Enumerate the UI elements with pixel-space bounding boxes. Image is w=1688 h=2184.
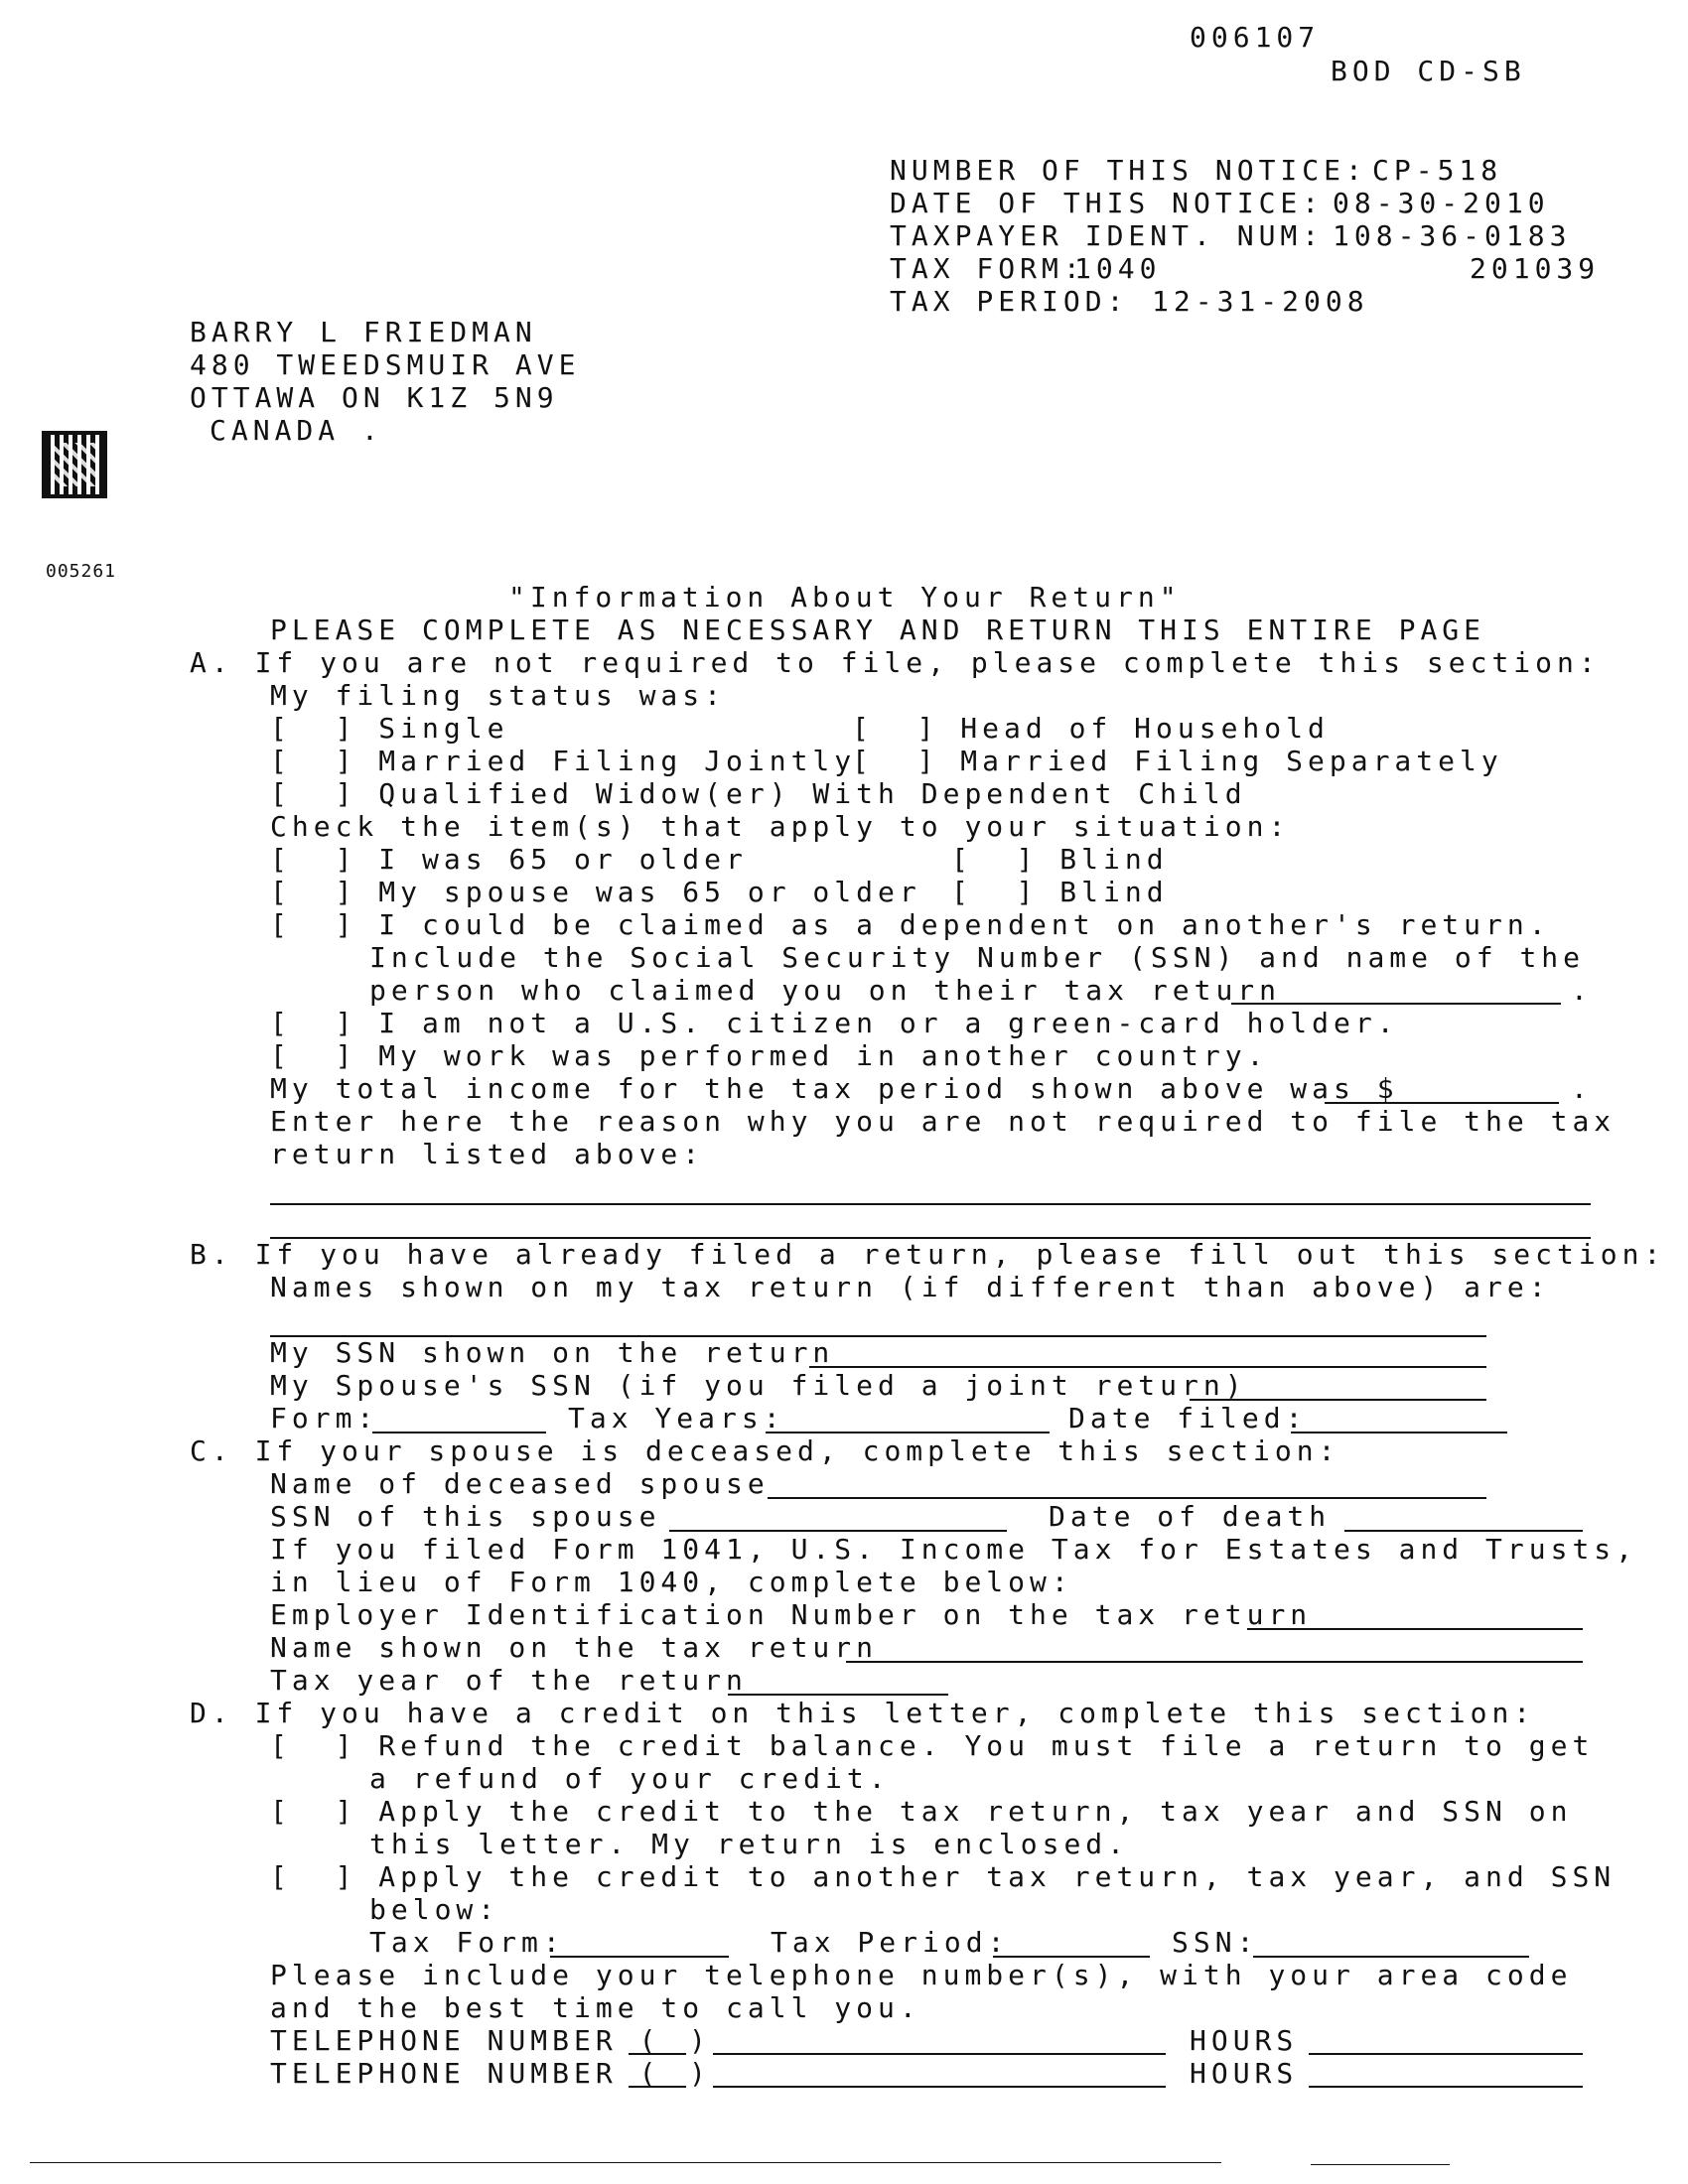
phone-field-2[interactable]	[713, 2086, 1166, 2088]
d-tax-form-field[interactable]	[550, 1956, 729, 1958]
recipient-country: CANADA .	[210, 414, 383, 447]
income-field[interactable]	[1325, 1102, 1559, 1104]
datamatrix-barcode	[46, 435, 103, 494]
hours-field-1[interactable]	[1309, 2053, 1583, 2055]
area-code-field-1[interactable]	[629, 2053, 686, 2055]
reason-label-1: Enter here the reason why you are not required to file the tax	[270, 1105, 1617, 1138]
d-tax-period-label: Tax Period:	[771, 1926, 1010, 1959]
apply-credit-note: this letter. My return is enclosed.	[369, 1828, 1130, 1860]
my-ssn-label: My SSN shown on the return	[270, 1336, 835, 1369]
form-title: "Information About Your Return"	[508, 581, 1182, 614]
section-c-heading: C. If your spouse is deceased, complete this section:	[190, 1434, 1340, 1467]
checkbox-qualified-widow[interactable]: [ ] Qualified Widow(er) With Dependent Child	[270, 777, 1247, 810]
tax-year-field[interactable]	[728, 1694, 948, 1696]
telephone-label-1: TELEPHONE NUMBER (	[270, 2024, 661, 2057]
dependent-field-period: .	[1571, 974, 1593, 1007]
dependent-note-2: person who claimed you on their tax return	[369, 974, 1282, 1007]
names-on-return-label: Names shown on my tax return (if different than above) are:	[270, 1271, 1551, 1303]
form-field[interactable]	[372, 1432, 546, 1433]
tax-form: 1040	[1074, 252, 1162, 285]
bottom-rule-right	[1311, 2164, 1450, 2165]
name-shown-label: Name shown on the tax return	[270, 1631, 879, 1664]
tax-period-label: TAX PERIOD:	[890, 285, 1129, 318]
reason-label-2: return listed above:	[270, 1138, 705, 1170]
checkbox-single[interactable]: [ ] Single	[270, 712, 509, 745]
area-code-field-2[interactable]	[629, 2086, 686, 2088]
checkbox-blind-spouse[interactable]: [ ] Blind	[951, 876, 1169, 908]
checkbox-married-jointly[interactable]: [ ] Married Filing Jointly	[270, 745, 857, 777]
bottom-rule-left	[30, 2162, 1221, 2163]
phone-field-1[interactable]	[713, 2053, 1166, 2055]
deceased-name-field[interactable]	[768, 1497, 1486, 1499]
tax-period: 12-31-2008	[1152, 285, 1369, 318]
d-ssn-field[interactable]	[1253, 1956, 1529, 1958]
income-field-period: .	[1571, 1072, 1593, 1105]
notice-date-label: DATE OF THIS NOTICE:	[890, 187, 1325, 219]
filing-status-label: My filing status was:	[270, 679, 727, 712]
my-ssn-field[interactable]	[809, 1366, 1486, 1368]
checkbox-work-abroad[interactable]: [ ] My work was performed in another country.	[270, 1039, 1269, 1072]
phone-note-1: Please include your telephone number(s), with your area code	[270, 1959, 1573, 1991]
checkbox-blind-self[interactable]: [ ] Blind	[951, 843, 1169, 876]
notice-number: CP-518	[1372, 154, 1503, 187]
checkbox-head-of-household[interactable]: [ ] Head of Household	[852, 712, 1330, 745]
tax-form-code: 201039	[1470, 252, 1601, 285]
checkbox-dependent[interactable]: [ ] I could be claimed as a dependent on another's return.	[270, 908, 1551, 941]
section-b-heading: B. If you have already filed a return, please fill out this section:	[190, 1238, 1666, 1271]
d-tax-form-label: Tax Form:	[369, 1926, 565, 1959]
spouse-ssn-field[interactable]	[1190, 1399, 1486, 1401]
apply-another-note: below:	[369, 1893, 500, 1926]
date-of-death-label: Date of death	[1049, 1500, 1332, 1533]
form-label: Form:	[270, 1402, 379, 1434]
ein-field[interactable]	[1247, 1628, 1583, 1630]
spouse-ssn-label: My Spouse's SSN (if you filed a joint return)	[270, 1369, 1247, 1402]
recipient-city: OTTAWA ON K1Z 5N9	[190, 381, 559, 414]
checkbox-age-65[interactable]: [ ] I was 65 or older	[270, 843, 748, 876]
refund-note: a refund of your credit.	[369, 1762, 891, 1795]
tax-years-label: Tax Years:	[568, 1402, 785, 1434]
telephone-label-2: TELEPHONE NUMBER (	[270, 2057, 661, 2090]
checkbox-refund[interactable]: [ ] Refund the credit balance. You must file a return to get	[270, 1729, 1595, 1762]
recipient-name: BARRY L FRIEDMAN	[190, 316, 537, 348]
paren-close-1: )	[689, 2024, 711, 2057]
date-of-death-field[interactable]	[1344, 1530, 1583, 1532]
checkbox-not-citizen[interactable]: [ ] I am not a U.S. citizen or a green-card holder.	[270, 1007, 1399, 1039]
phone-note-2: and the best time to call you.	[270, 1991, 921, 2024]
tax-years-field[interactable]	[766, 1432, 1050, 1433]
reason-line-1[interactable]	[270, 1203, 1591, 1205]
tax-form-label: TAX FORM:	[890, 252, 1085, 285]
document-code: 006107	[1190, 21, 1321, 54]
form-instruction: PLEASE COMPLETE AS NECESSARY AND RETURN THIS ENTIRE PAGE	[270, 614, 1486, 646]
form1041-note-1: If you filed Form 1041, U.S. Income Tax for Estates and Trusts,	[270, 1533, 1638, 1566]
deceased-ssn-field[interactable]	[669, 1530, 1007, 1532]
bod-code: BOD CD-SB	[1331, 55, 1526, 87]
d-tax-period-field[interactable]	[993, 1956, 1150, 1958]
recipient-street: 480 TWEEDSMUIR AVE	[190, 348, 581, 381]
checkbox-spouse-65[interactable]: [ ] My spouse was 65 or older	[270, 876, 921, 908]
tax-year-label: Tax year of the return	[270, 1664, 748, 1697]
situation-label: Check the item(s) that apply to your situation:	[270, 810, 1291, 843]
hours-label-1: HOURS	[1190, 2024, 1299, 2057]
taxpayer-id: 108-36-0183	[1333, 219, 1572, 252]
section-a-heading: A. If you are not required to file, please complete this section:	[190, 646, 1601, 679]
hours-label-2: HOURS	[1190, 2057, 1299, 2090]
section-d-heading: D. If you have a credit on this letter, complete this section:	[190, 1697, 1536, 1729]
date-filed-field[interactable]	[1291, 1432, 1507, 1433]
side-code: 005261	[46, 561, 117, 582]
ein-label: Employer Identification Number on the tax return	[270, 1598, 1313, 1631]
checkbox-apply-another[interactable]: [ ] Apply the credit to another tax return, tax year, and SSN	[270, 1860, 1617, 1893]
date-filed-label: Date filed:	[1068, 1402, 1308, 1434]
hours-field-2[interactable]	[1309, 2086, 1583, 2088]
checkbox-married-separately[interactable]: [ ] Married Filing Separately	[852, 745, 1503, 777]
notice-number-label: NUMBER OF THIS NOTICE:	[890, 154, 1367, 187]
name-shown-field[interactable]	[846, 1661, 1583, 1663]
paren-close-2: )	[689, 2057, 711, 2090]
deceased-name-label: Name of deceased spouse	[270, 1467, 770, 1500]
d-ssn-label: SSN:	[1172, 1926, 1259, 1959]
dependent-ssn-field[interactable]	[1231, 1003, 1561, 1005]
dependent-note-1: Include the Social Security Number (SSN) and name of the	[369, 941, 1586, 974]
income-label: My total income for the tax period shown above was $	[270, 1072, 1399, 1105]
form1041-note-2: in lieu of Form 1040, complete below:	[270, 1566, 1073, 1598]
notice-date: 08-30-2010	[1333, 187, 1550, 219]
taxpayer-id-label: TAXPAYER IDENT. NUM:	[890, 219, 1325, 252]
checkbox-apply-credit[interactable]: [ ] Apply the credit to the tax return, tax year and SSN on	[270, 1795, 1573, 1828]
deceased-ssn-label: SSN of this spouse	[270, 1500, 661, 1533]
